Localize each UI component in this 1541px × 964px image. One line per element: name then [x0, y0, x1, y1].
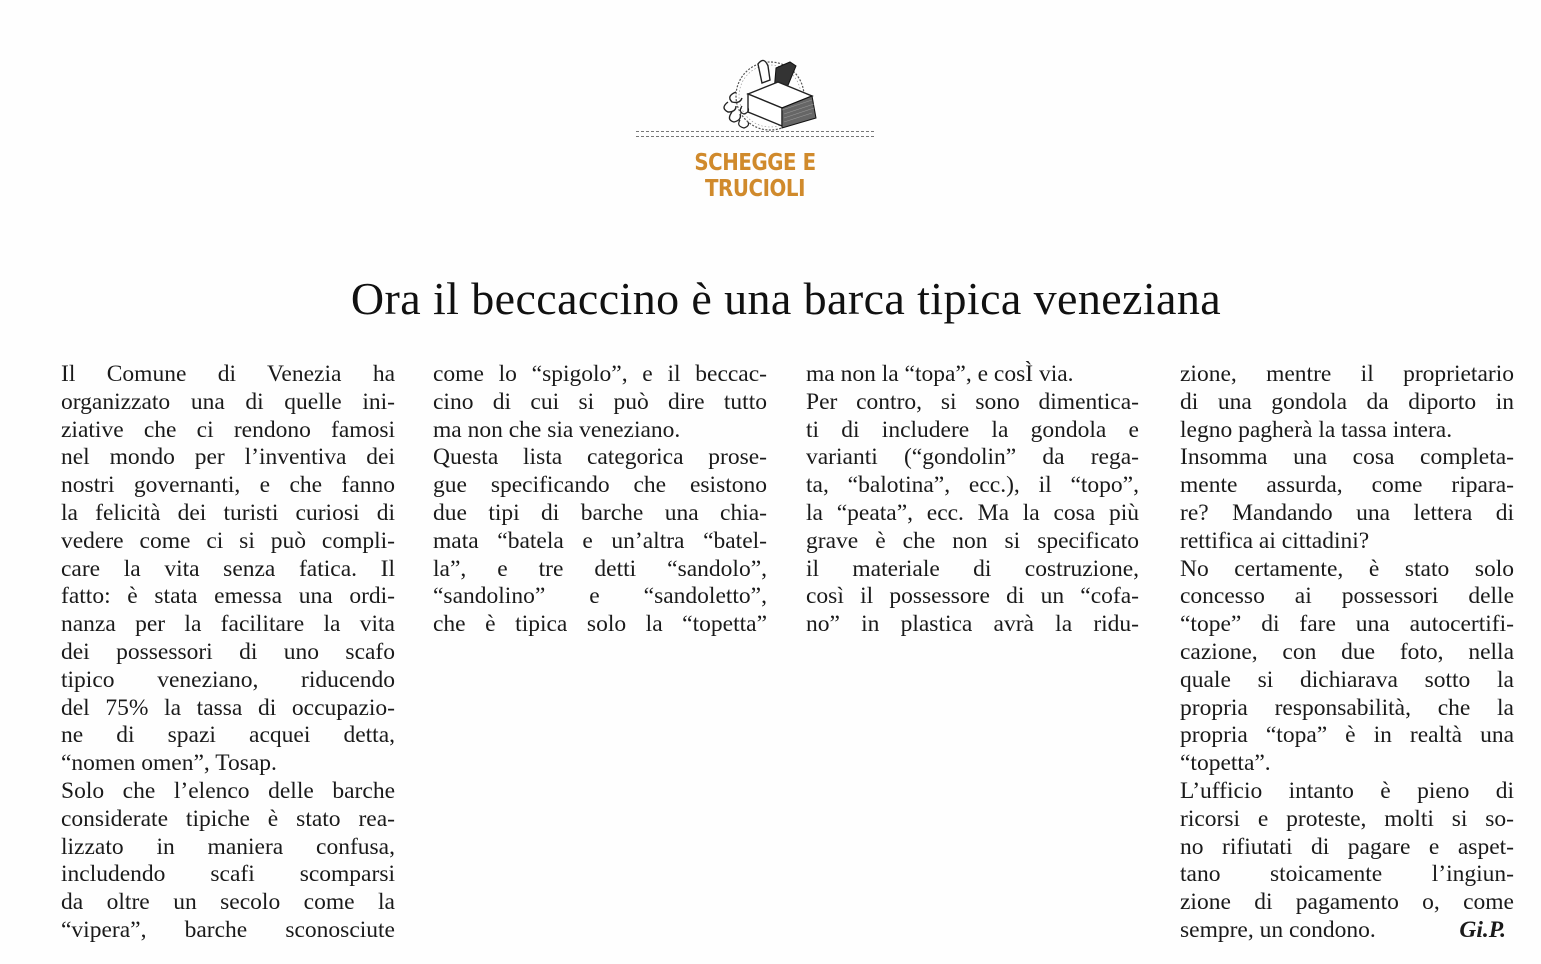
rubric-title: SCHEGGE E TRUCIOLI	[694, 150, 816, 202]
article-column-2	[433, 361, 767, 639]
article-text-line: Per contro, si sono dimentica-	[806, 388, 1139, 415]
article-text-line: ricorsi e proteste, molti si so-	[1180, 805, 1514, 832]
article-text-line: mata “batela e un’altra “batel-	[433, 527, 767, 554]
article-text-line: nel mondo per l’inventiva dei	[61, 444, 395, 471]
article-text-line: no rifiutati di pagare e aspet-	[1180, 833, 1514, 860]
article-text-line: tano stoicamente l’ingiun-	[1180, 861, 1514, 888]
article-text-line: varianti (“gondolin” da rega-	[806, 444, 1139, 471]
article-text-line: ziative che ci rendono famosi	[61, 416, 395, 443]
article-text-line: nostri governanti, e che fanno	[61, 472, 395, 499]
article-text-line: tipico veneziano, riducendo	[61, 666, 395, 693]
article-text-line: che è tipica solo la “topetta”	[433, 611, 767, 638]
article-text-line: il materiale di costruzione,	[806, 555, 1139, 582]
article-text-line: fatto: è stata emessa una ordi-	[61, 583, 395, 610]
article-text-line: Il Comune di Venezia ha	[61, 361, 395, 387]
article-text-line: “nomen omen”, Tosap.	[61, 750, 277, 777]
rubric-divider	[636, 131, 874, 137]
article-text-line: ne di spazi acquei detta,	[61, 722, 395, 749]
article-text-line: Insomma una cosa completa-	[1180, 444, 1514, 471]
article-text-line: la “peata”, ecc. Ma la cosa più	[806, 499, 1139, 526]
article-text-line: di una gondola da diporto in	[1180, 388, 1514, 415]
author-signature: Gi.P.	[1459, 916, 1506, 943]
article-text-line: da oltre un secolo come la	[61, 889, 395, 916]
article-text-line: ta, “balotina”, ecc.), il “topo”,	[806, 472, 1139, 499]
article-text-line: “sandolino” e “sandoletto”,	[433, 583, 767, 610]
article-text-line: la felicità dei turisti curiosi di	[61, 499, 395, 526]
article-text-line: cino di cui si può dire tutto	[433, 388, 767, 415]
article-text-line: dei possessori di uno scafo	[61, 638, 395, 665]
article-text-line: propria responsabilità, che la	[1180, 694, 1514, 721]
article-text-line: due tipi di barche una chia-	[433, 499, 767, 526]
article-text-line: quale si dichiarava sotto la	[1180, 666, 1514, 693]
article-text-line: no” in plastica avrà la ridu-	[806, 611, 1139, 638]
article-text-line: nanza per la facilitare la vita	[61, 611, 395, 638]
article-text-line: mente assurda, come ripara-	[1180, 472, 1514, 499]
article-text-line: ma non la “topa”, e cosÌ via.	[806, 361, 1074, 387]
article-text-line: grave è che non si specificato	[806, 527, 1139, 554]
article-closing-line	[1180, 917, 1514, 945]
article-text-line: così il possessore di un “cofa-	[806, 583, 1139, 610]
article-text-line: ti di includere la gondola e	[806, 416, 1139, 443]
article-text-line: considerate tipiche è stato rea-	[61, 805, 395, 832]
article-column-1	[61, 361, 395, 945]
article-text-line: “topetta”.	[1180, 750, 1271, 777]
article-text-line: care la vita senza fatica. Il	[61, 555, 395, 582]
article-text-line: lizzato in maniera confusa,	[61, 833, 395, 860]
article-text-line: No certamente, è stato solo	[1180, 555, 1514, 582]
article-text-line: propria “topa” è in realtà una	[1180, 722, 1514, 749]
article-text-line: del 75% la tassa di occupazio-	[61, 694, 395, 721]
article-column-4	[1180, 361, 1514, 945]
article-text-line: Solo che l’elenco delle barche	[61, 777, 395, 804]
article-text-line: ma non che sia veneziano.	[433, 416, 681, 443]
article-text-line: re? Mandando una lettera di	[1180, 499, 1514, 526]
article-headline: Ora il beccaccino è una barca tipica veneziana	[350, 273, 1222, 324]
article-text-line: concesso ai possessori delle	[1180, 583, 1514, 610]
article-text-line: L’ufficio intanto è pieno di	[1180, 777, 1514, 804]
article-text-line: zione, mentre il proprietario	[1180, 361, 1514, 387]
article-text-line: come lo “spigolo”, e il beccac-	[433, 361, 767, 387]
article-column-3	[806, 361, 1139, 639]
article-text-line: zione di pagamento o, come	[1180, 889, 1514, 916]
carpenter-plane-icon	[688, 50, 818, 132]
article-text-line: Questa lista categorica prose-	[433, 444, 767, 471]
article-text-line: la”, e tre detti “sandolo”,	[433, 555, 767, 582]
section-rubric	[636, 50, 874, 202]
article-text-line: includendo scafi scomparsi	[61, 861, 395, 888]
article-text-line: gue specificando che esistono	[433, 472, 767, 499]
article-text-line: organizzato una di quelle ini-	[61, 388, 395, 415]
article-text-line: “tope” di fare una autocertifi-	[1180, 611, 1514, 638]
article-text-line: cazione, con due foto, nella	[1180, 638, 1514, 665]
article-text-line: sempre, un condono.	[1180, 916, 1376, 943]
article-text-line: legno pagherà la tassa intera.	[1180, 416, 1453, 443]
article-text-line: vedere come ci si può compli-	[61, 527, 395, 554]
article-text-line: rettifica ai cittadini?	[1180, 527, 1370, 554]
article-text-line: “vipera”, barche sconosciute	[61, 916, 395, 943]
